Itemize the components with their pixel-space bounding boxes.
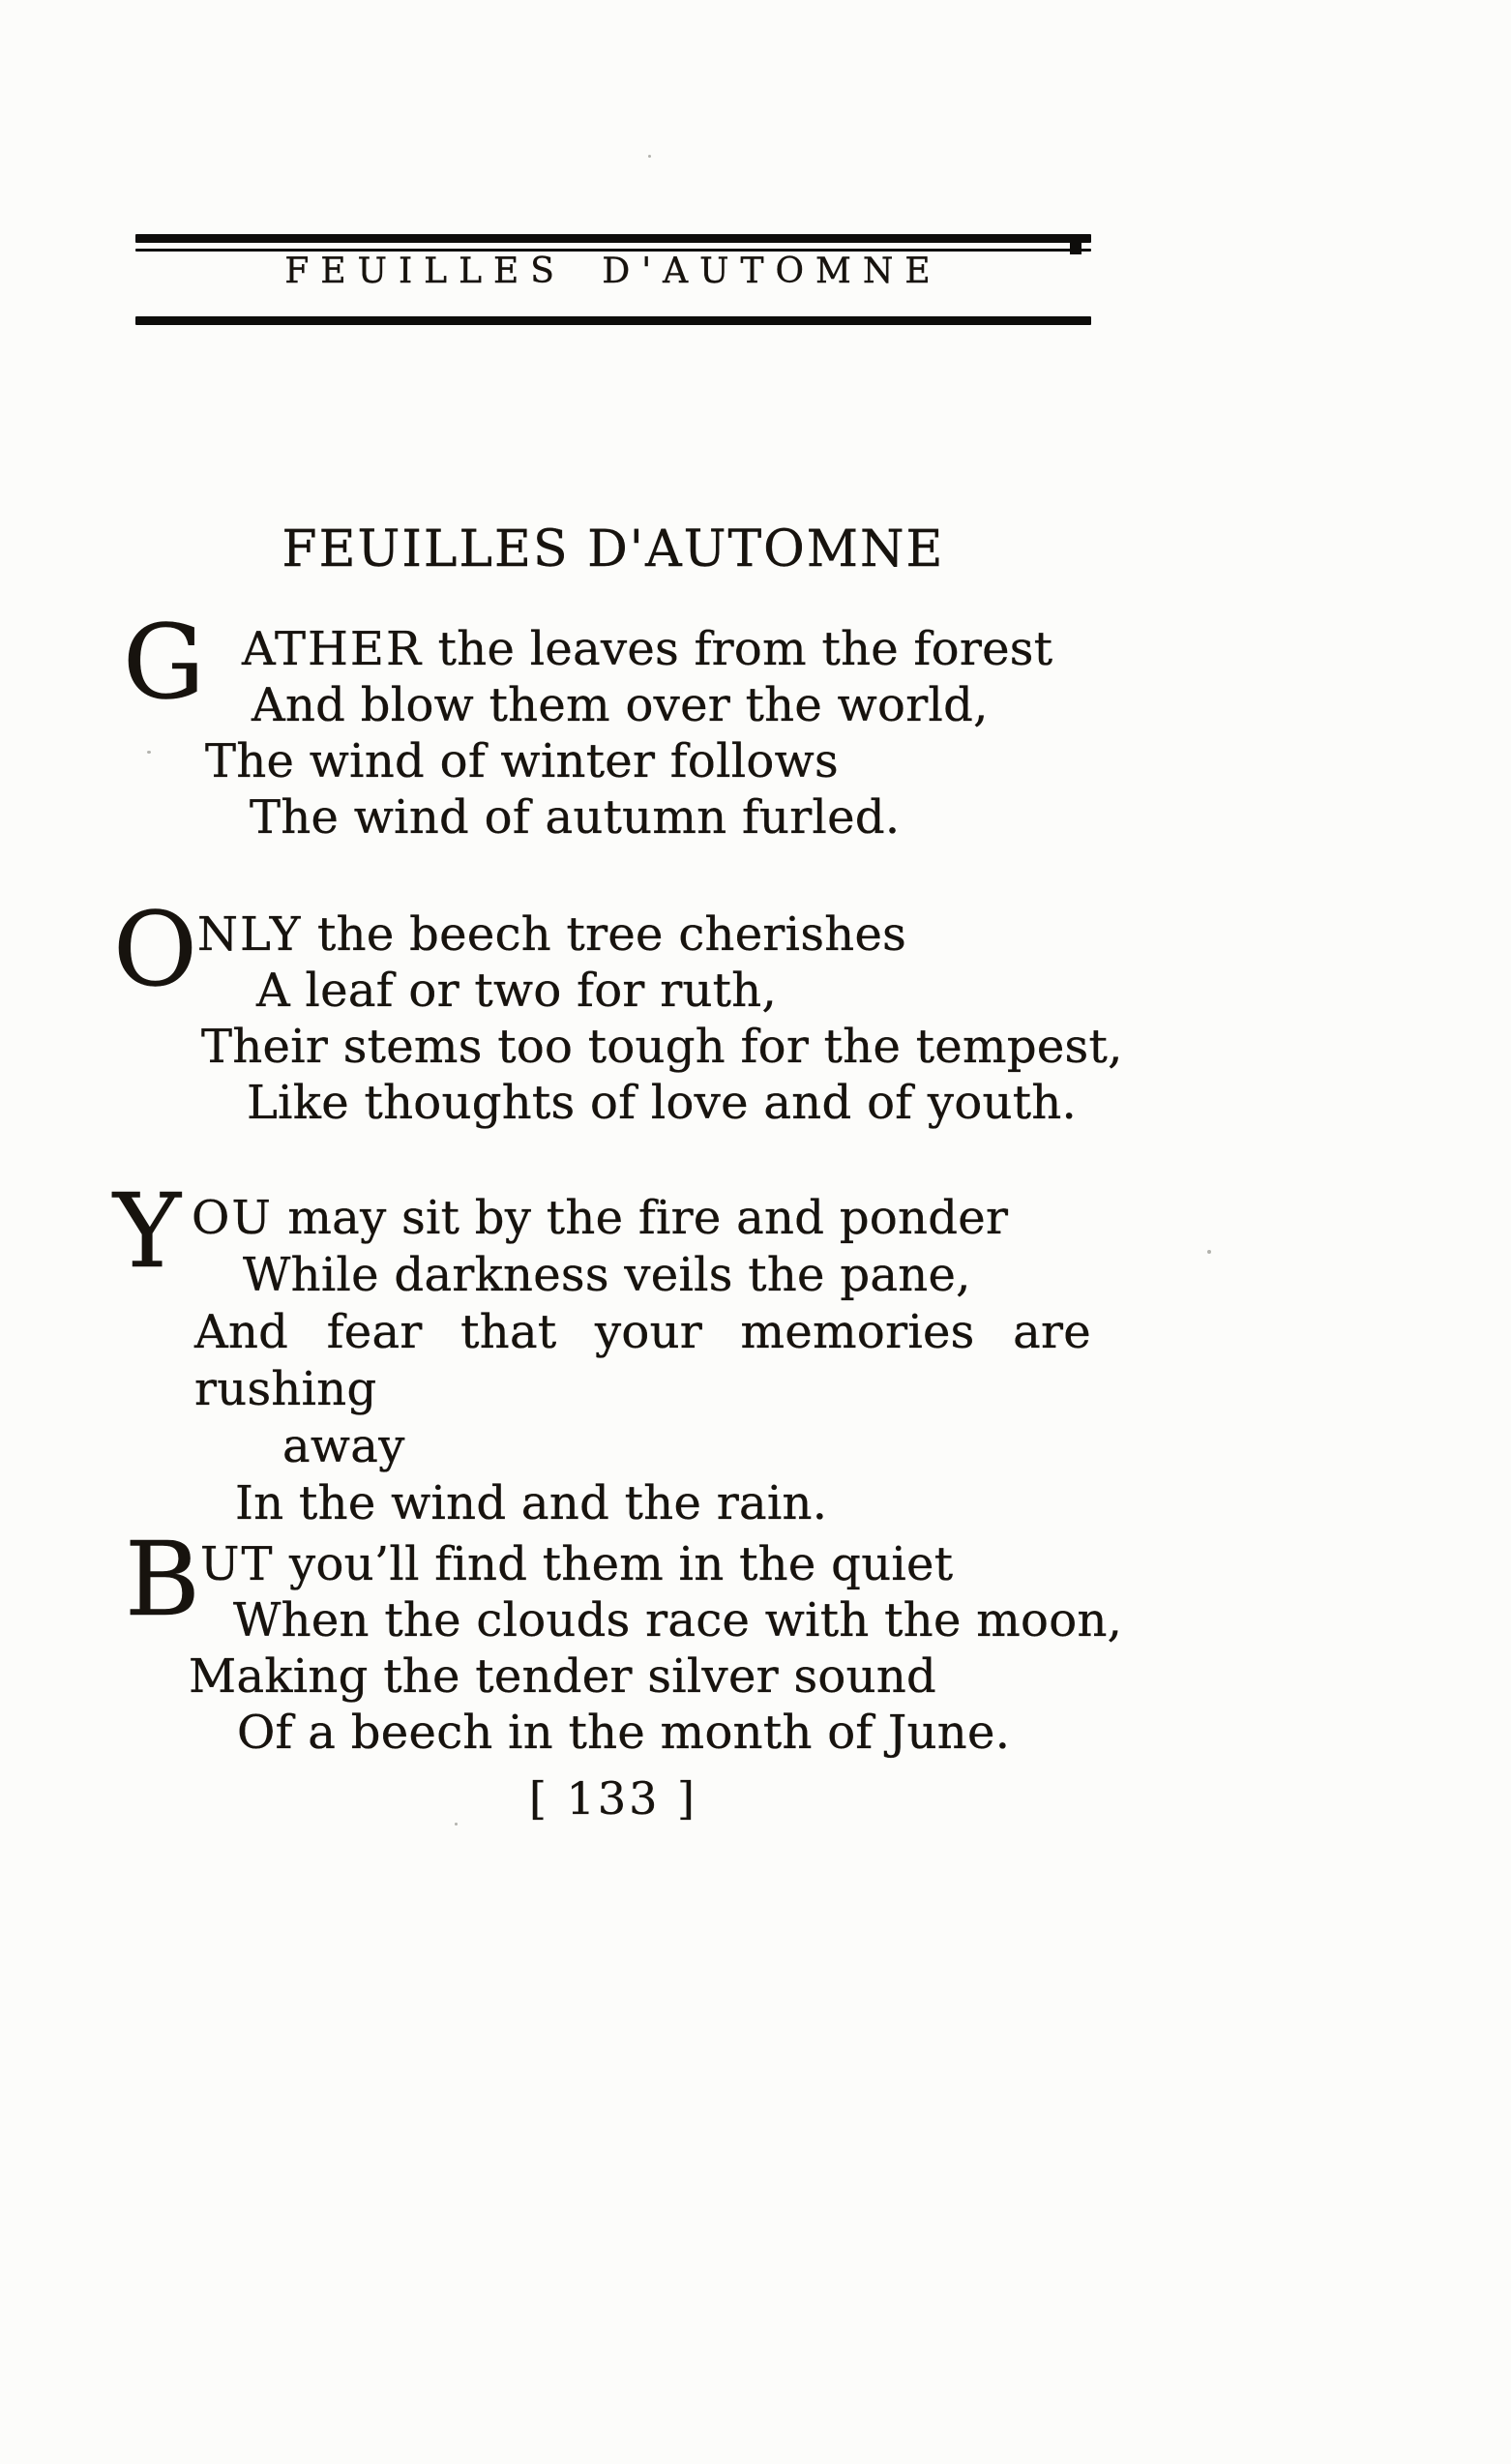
page-number: [ 133 ] [529,1772,697,1825]
line-text: the beech tree cherishes [302,907,907,962]
poem-line: Making the tender silver sound [189,1649,937,1704]
line-text: the leaves from the forest [423,622,1053,676]
poem-line-runover: away [282,1419,405,1473]
poem-line [242,621,1511,677]
stanza-1 [0,621,1511,846]
poem-line: Like thoughts of love and of youth. [247,1076,1078,1130]
drop-cap-b: B [125,1520,200,1639]
poem-line: And blow them over the world, [252,678,989,732]
scan-speck [147,751,151,754]
first-word-caps: NLY [197,907,303,962]
scan-speck [455,1823,458,1826]
rule-end-tick [1070,241,1081,254]
first-word-caps: UT [200,1537,275,1591]
poem-line: When the clouds race with the moon, [233,1593,1123,1648]
line-text: you’ll find them in the quiet [274,1537,954,1591]
poem-line [192,1190,1511,1247]
poem-line [200,1536,1511,1592]
poem-line: Of a beech in the month of June. [237,1706,1011,1760]
poem-title: FEUILLES D'AUTOMNE [281,520,945,579]
drop-cap-y: Y [113,1172,181,1291]
drop-cap-g: G [123,603,205,722]
scan-speck [648,155,651,158]
scan-speck [1207,1250,1211,1254]
first-word-caps: OU [192,1191,273,1245]
stanza-4 [0,1536,1511,1761]
poem-line: The wind of winter follows [205,734,839,788]
poem-line: In the wind and the rain. [235,1476,828,1530]
poem-line: A leaf or two for ruth, [256,964,778,1018]
poem-line: The wind of autumn furled. [250,790,901,845]
drop-cap-o: O [113,890,197,1009]
first-word-caps: ATHER [242,622,424,676]
stanza-3 [0,1190,1511,1532]
poem-line: Their stems too tough for the tempest, [201,1020,1123,1074]
poem-line-justified: And fear that your memories are rushing [194,1305,1091,1416]
poem-line: While darkness veils the pane, [243,1248,971,1302]
poem-line [197,906,1511,963]
header-rule-bottom [135,316,1091,325]
running-head: FEUILLES D'AUTOMNE [284,252,942,291]
header-rule-top-thick [135,234,1091,243]
stanza-2 [0,906,1511,1131]
line-text: may sit by the fire and ponder [272,1191,1009,1245]
